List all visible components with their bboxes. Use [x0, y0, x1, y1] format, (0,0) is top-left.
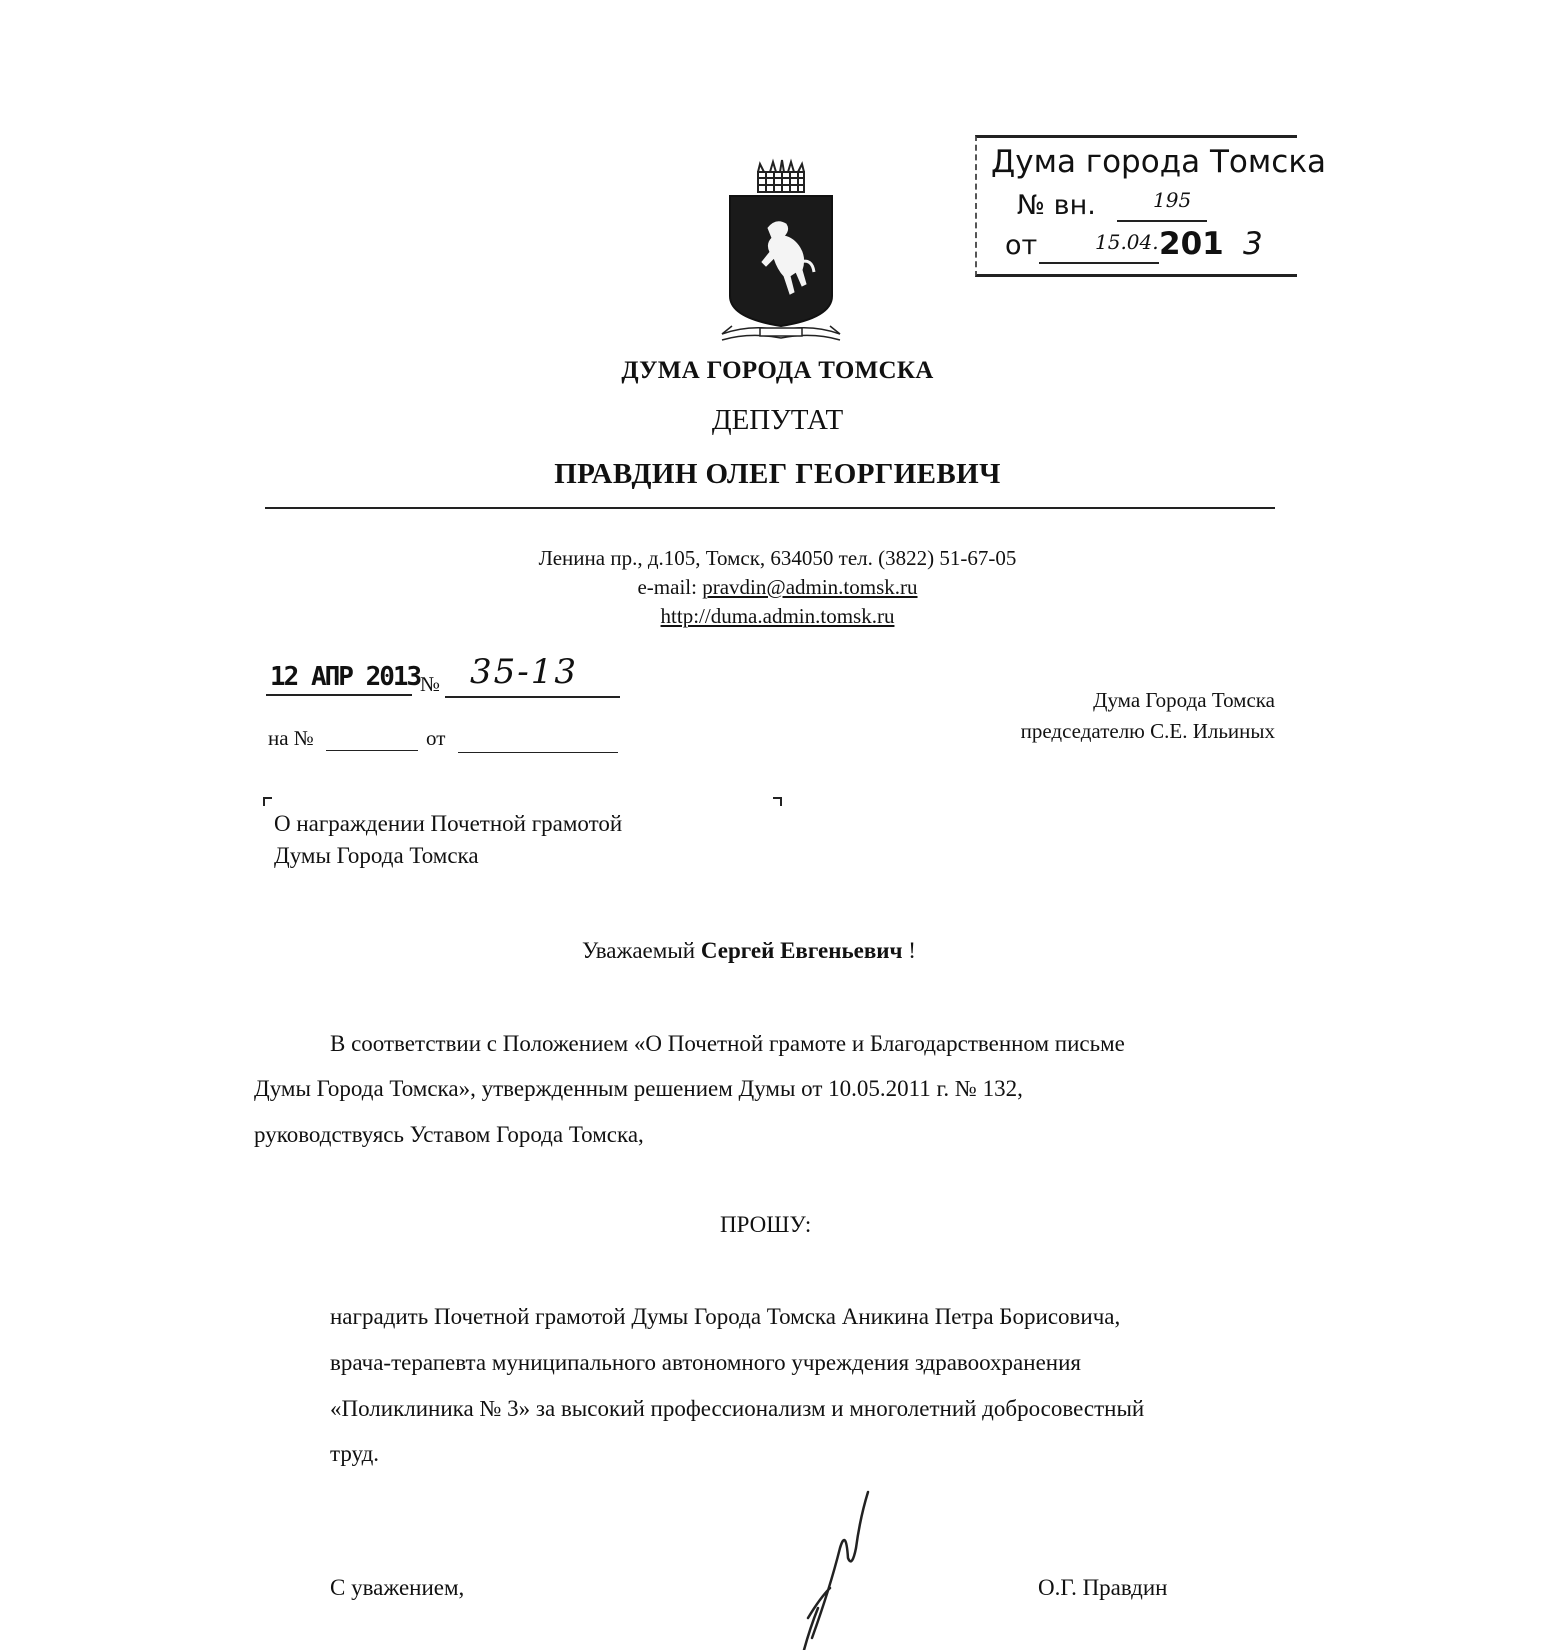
closing-phrase: С уважением,	[330, 1575, 465, 1600]
outgoing-number-value: 35-13	[470, 652, 579, 692]
greeting-suffix: !	[902, 938, 916, 963]
request-line-4: труд.	[330, 1441, 380, 1466]
stamp-number-label: № вн.	[1017, 190, 1096, 221]
signer-name: О.Г. Правдин	[1038, 1575, 1168, 1600]
stamp-number-line	[1117, 220, 1207, 222]
reference-number-label: на №	[268, 726, 314, 750]
outgoing-date-line	[266, 694, 412, 696]
ribbon-icon	[722, 326, 840, 340]
body-line-2: Думы Города Томска», утвержденным решением Думы от 10.05.2011 г. № 132,	[254, 1076, 1023, 1101]
crown-icon	[758, 160, 804, 192]
reference-number-line	[326, 750, 418, 751]
sender-name: ПРАВДИН ОЛЕГ ГЕОРГИЕВИЧ	[554, 458, 1001, 490]
subject-corner-left	[263, 797, 272, 806]
greeting-name: Сергей Евгеньевич	[700, 938, 903, 963]
tomsk-coat-of-arms-icon	[720, 158, 842, 348]
sender-role: ДЕПУТАТ	[711, 404, 844, 436]
website-link[interactable]: http://duma.admin.tomsk.ru	[660, 604, 895, 628]
stamp-date-label: от	[1005, 230, 1038, 261]
header-divider	[265, 507, 1275, 509]
greeting	[582, 938, 916, 964]
stamp-year: 201	[1159, 226, 1224, 262]
body-line-1: В соответствии с Положением «О Почетной грамоте и Благодарственном письме	[330, 1031, 1125, 1056]
outgoing-date-stamp: 12 АПР 2013	[270, 662, 421, 692]
reference-date-label: от	[426, 726, 446, 750]
stamp-title: Дума города Томска	[991, 144, 1327, 180]
request-line-2: врача-терапевта муниципального автономного учреждения здравоохранения	[330, 1350, 1081, 1375]
stamp-date-line	[1039, 262, 1159, 264]
subject-corner-right	[773, 797, 782, 806]
email-link[interactable]: pravdin@admin.tomsk.ru	[702, 575, 918, 599]
stamp-year-suffix: 3	[1243, 226, 1263, 262]
reference-date-line	[458, 752, 618, 753]
request-line-3: «Поликлиника № 3» за высокий профессионализм и многолетний добросовестный	[330, 1396, 1145, 1421]
request-line-1: наградить Почетной грамотой Думы Города Томска Аникина Петра Борисовича,	[330, 1304, 1121, 1329]
subject-line-1: О награждении Почетной грамотой	[274, 811, 623, 836]
contact-email-line	[0, 575, 1555, 600]
request-heading: ПРОШУ:	[720, 1212, 812, 1237]
outgoing-number-line	[445, 696, 620, 698]
addressee-person: председателю С.Е. Ильиных	[1020, 719, 1275, 743]
greeting-prefix: Уважаемый	[582, 938, 701, 963]
body-line-3: руководствуясь Уставом Города Томска,	[254, 1122, 644, 1147]
outgoing-number-label: №	[420, 672, 441, 696]
email-label: e-mail:	[637, 575, 703, 599]
contact-address: Ленина пр., д.105, Томск, 634050 тел. (3822) 51-67-05	[538, 546, 1017, 570]
stamp-number-value: 195	[1153, 188, 1192, 212]
addressee-organization: Дума Города Томска	[1093, 688, 1275, 712]
handwritten-signature-icon	[790, 1488, 880, 1650]
incoming-registration-stamp	[975, 135, 1327, 277]
subject-line-2: Думы Города Томска	[274, 843, 479, 868]
organization-name: ДУМА ГОРОДА ТОМСКА	[621, 357, 934, 384]
stamp-date-value: 15.04.	[1095, 230, 1159, 254]
